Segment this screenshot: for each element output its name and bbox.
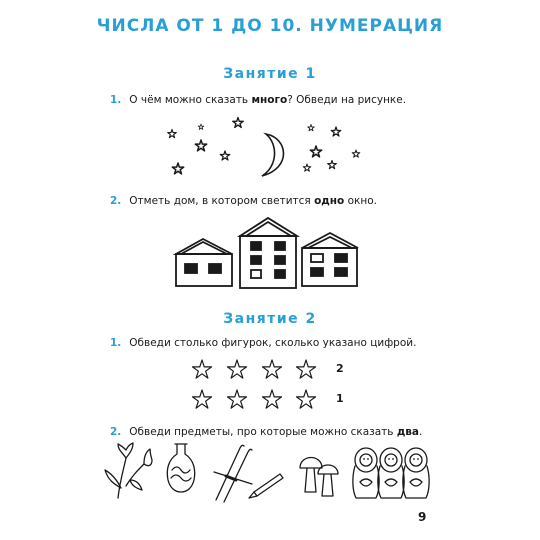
star-icon[interactable] (227, 360, 246, 378)
task-text-end: окно. (344, 195, 377, 207)
task-keyword: много (251, 94, 288, 106)
star-icon[interactable] (172, 163, 183, 174)
star-icon[interactable] (262, 390, 281, 408)
task-number: 1. (110, 94, 122, 106)
task-text: О чём можно сказать (129, 94, 252, 106)
skis-icon[interactable] (214, 445, 252, 502)
task-text: Обведи предметы, про которые можно сказать (129, 426, 397, 438)
stars-rows (0, 354, 540, 424)
star-icon[interactable] (303, 164, 311, 171)
lesson-1-heading: Занятие 1 (223, 66, 317, 82)
crescent-moon-icon[interactable] (262, 134, 284, 176)
row-1-count: 2 (336, 362, 344, 375)
star-icon[interactable] (220, 151, 230, 160)
lesson-1-task-2 (110, 195, 377, 207)
star-icon[interactable] (308, 125, 315, 131)
vase-icon[interactable] (167, 444, 194, 492)
pencil-icon[interactable] (249, 474, 283, 498)
page-title: ЧИСЛА ОТ 1 ДО 10. НУМЕРАЦИЯ (96, 16, 444, 36)
star-icon[interactable] (328, 161, 337, 169)
lesson-2-task-2 (110, 426, 422, 438)
task-number: 2. (110, 195, 122, 207)
star-icon[interactable] (296, 390, 315, 408)
lesson-2-task-1 (110, 337, 416, 349)
task-text-end: . (419, 426, 423, 438)
star-icon[interactable] (227, 390, 246, 408)
task-text: Отметь дом, в котором светится (129, 195, 315, 207)
star-icon[interactable] (168, 130, 177, 138)
star-icon[interactable] (195, 140, 206, 151)
lesson-1-task-1 (110, 94, 406, 106)
star-icon[interactable] (198, 124, 204, 129)
matryoshka-icon[interactable] (353, 448, 379, 498)
houses-picture (0, 212, 540, 292)
objects-picture (0, 440, 540, 510)
lesson-2-heading: Занятие 2 (223, 311, 317, 327)
house-icon[interactable] (240, 218, 297, 288)
house-icon[interactable] (176, 239, 232, 286)
star-icon[interactable] (192, 360, 211, 378)
star-icon[interactable] (233, 118, 243, 128)
row-2-count: 1 (336, 392, 344, 405)
star-icon[interactable] (352, 150, 360, 157)
task-number: 2. (110, 426, 122, 438)
star-icon[interactable] (296, 360, 315, 378)
star-icon[interactable] (331, 127, 341, 136)
night-sky-picture[interactable] (0, 112, 540, 192)
star-icon[interactable] (262, 360, 281, 378)
page-number: 9 (418, 510, 427, 524)
matryoshka-icon[interactable] (403, 448, 429, 498)
task-keyword: одно (314, 195, 345, 207)
task-text: Обведи столько фигурок, сколько указано цифрой. (129, 337, 417, 349)
task-text-end: ? Обведи на рисунке. (287, 94, 407, 106)
tulip-icon[interactable] (105, 443, 133, 498)
star-icon[interactable] (310, 146, 321, 157)
mushroom-icon[interactable] (318, 465, 338, 496)
house-icon[interactable] (302, 233, 358, 286)
tulip-icon[interactable] (126, 449, 152, 490)
star-icon[interactable] (192, 390, 211, 408)
task-number: 1. (110, 337, 122, 349)
matryoshka-icon[interactable] (378, 448, 404, 498)
task-keyword: два (396, 426, 420, 438)
mushroom-icon[interactable] (300, 458, 322, 493)
